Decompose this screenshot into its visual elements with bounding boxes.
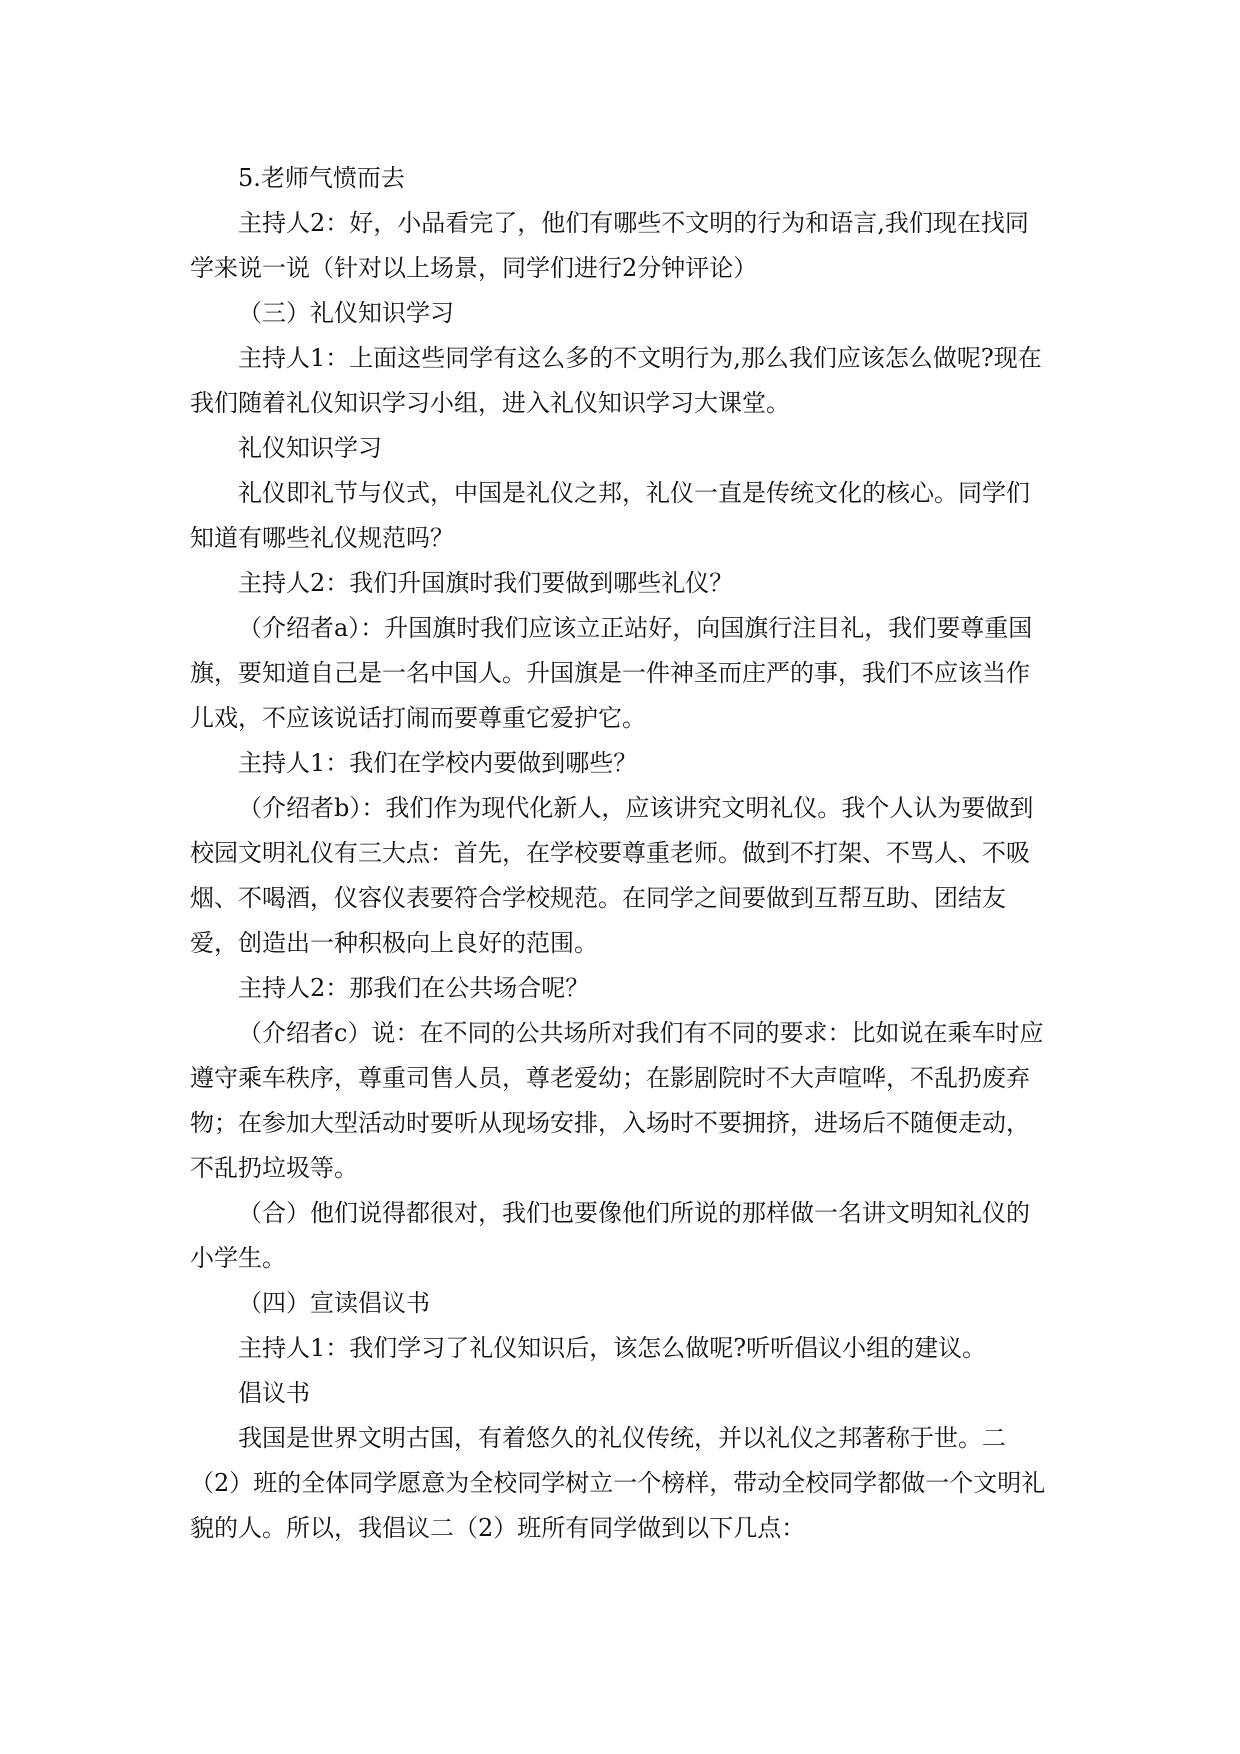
- paragraph-etiquette-definition: 礼仪即礼节与仪式，中国是礼仪之邦，礼仪一直是传统文化的核心。同学们知道有哪些礼仪规范吗？: [190, 479, 1030, 552]
- subheading-etiquette-learning: 礼仪知识学习: [238, 434, 382, 462]
- paragraph-proposal-body: 我国是世界文明古国，有着悠久的礼仪传统，并以礼仪之邦著称于世。二（2）班的全体同学愿意为全校同学树立一个榜样，带动全校同学都做一个文明礼貌的人。所以，我倡议二（2）班所有同学做到以下几点：: [190, 1424, 1046, 1542]
- section-heading-proposal: （四）宣读倡议书: [238, 1289, 430, 1317]
- section-heading-etiquette-learning: （三）礼仪知识学习: [238, 299, 454, 327]
- paragraph-presenter-a: （介绍者a）：升国旗时我们应该立正站好，向国旗行注目礼，我们要尊重国旗，要知道自己是一名中国人。升国旗是一件神圣而庄严的事，我们不应该当作儿戏，不应该说话打闹而要尊重它爱护它。: [190, 614, 1033, 732]
- paragraph-presenter-b: （介绍者b）：我们作为现代化新人，应该讲究文明礼仪。我个人认为要做到校园文明礼仪有三大点：首先，在学校要尊重老师。做到不打架、不骂人、不吸烟、不喝酒，仪容仪表要符合学校规范。在同学之间要做到互帮互助、团结友爱，创造出一种积极向上良好的范围。: [190, 794, 1034, 957]
- document-body: [190, 156, 1050, 1551]
- paragraph-host2-flag-question: 主持人2：我们升国旗时我们要做到哪些礼仪？: [238, 569, 734, 597]
- paragraph-host1-question: 主持人1：上面这些同学有这么多的不文明行为,那么我们应该怎么做呢?现在我们随着礼仪知识学习小组，进入礼仪知识学习大课堂。: [190, 344, 1042, 417]
- subheading-proposal: 倡议书: [238, 1379, 310, 1407]
- paragraph-presenter-c: （介绍者c）说：在不同的公共场所对我们有不同的要求：比如说在乘车时应遵守乘车秩序，尊重司售人员，尊老爱幼；在影剧院时不大声喧哗，不乱扔废弃物；在参加大型活动时要听从现场安排，入场时不要拥挤，进场后不随便走动，不乱扔垃圾等。: [190, 1019, 1044, 1182]
- paragraph-scene-item-5: 5.老师气愤而去: [238, 164, 405, 192]
- paragraph-together: （合）他们说得都很对，我们也要像他们所说的那样做一名讲文明知礼仪的小学生。: [190, 1199, 1030, 1272]
- paragraph-host1-proposal: 主持人1：我们学习了礼仪知识后，该怎么做呢?听听倡议小组的建议。: [238, 1334, 987, 1362]
- paragraph-host1-school-question: 主持人1：我们在学校内要做到哪些？: [238, 749, 638, 777]
- paragraph-host2-public-question: 主持人2：那我们在公共场合呢？: [238, 974, 590, 1002]
- paragraph-host2-comment: 主持人2：好，小品看完了，他们有哪些不文明的行为和语言,我们现在找同学来说一说（针对以上场景，同学们进行2分钟评论）: [190, 209, 1029, 282]
